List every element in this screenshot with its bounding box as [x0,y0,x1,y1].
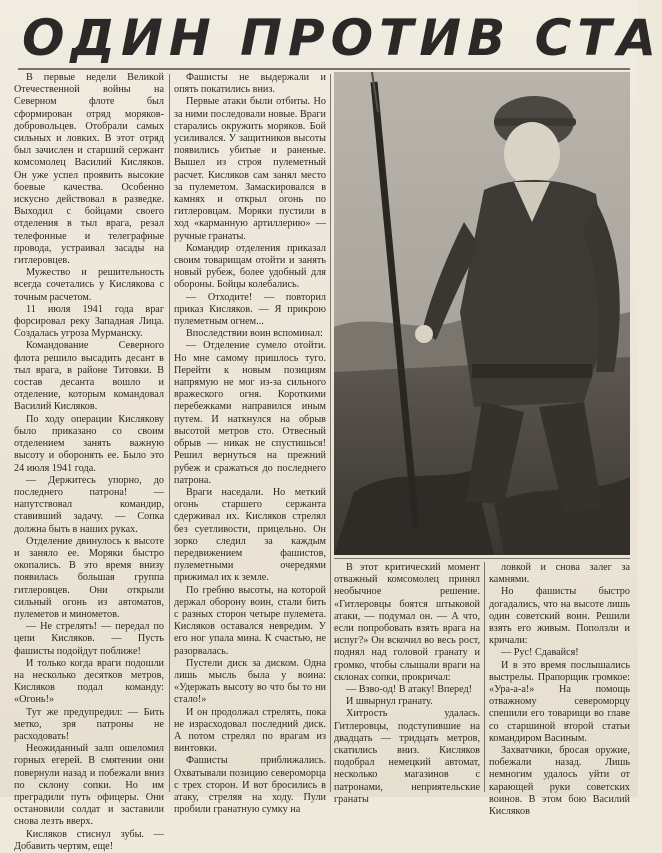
paragraph: Враги наседали. Но меткий огонь старшего сержанта сдерживал их. Кисляков стрелял без суетливости, прицельно. Он зорко следил за каждым передвижением фашистов, пулеметными очередями прижимал их к земле. [174,486,326,584]
paragraph: ловкой и снова залег за камнями. [489,562,630,586]
paragraph: — Рус! Сдавайся! [501,647,579,659]
paragraph: И швырнул гранату. [346,696,433,708]
paragraph: В первые недели Великой Отечественной войны на Северном флоте был сформирован отряд моряков-добровольцев. Отобрали самых сильных и ловких. В этот отряд был зачислен и старший сержант комсомолец Василий Кисляков. Он уже успел проявить высокие боевые качества. Особенно искусно действовал в разведке. Выходил с бойцами своего отделения в тыл врага, резал телефонные и телеграфные провода, устраивал засады на гитлеровцев. [14,72,164,267]
paragraph: Захватчики, бросая оружие, побежали назад. Лишь немногим удалось уйти от карающей руки советских воинов. В этом бою Василий Кисляков [489,745,630,818]
article-column-3 [334,562,480,805]
paragraph: — Держитесь упорно, до последнего патрона! — напутствовал командир, ставивший задачу. — Сопка должна быть в наших руках. [14,474,164,535]
article-column-4 [489,562,630,818]
paragraph: Мужество и решительность всегда сочетались у Кислякова с точным расчетом. [14,267,164,303]
paragraph: Фашисты не выдержали и опять покатились вниз. [174,72,326,96]
paragraph: Но фашисты быстро догадались, что на высоте лишь один советский воин. Решили взять его живым. Поползли и кричали: [489,586,630,647]
sailor-photo [334,72,630,555]
paragraph: Хитрость удалась. Гитлеровцы, подступившие на двадцать — тридцать метров, скатились вниз. Кисляков подобрал немецкий автомат, несколько магазинов с патронами, неприятельские гранаты [334,708,480,805]
article-column-1 [14,72,164,852]
headline-rule [18,68,630,70]
paragraph: — Не стрелять! — передал по цепи Кисляков. — Пусть фашисты подойдут поближе! [14,621,164,657]
column-rule [484,562,485,792]
paragraph: И он продолжал стрелять, пока не израсходовал последний диск. А потом стрелял по врагам из винтовки. [174,706,326,755]
paragraph: Неожиданный залп ошеломил горных егерей. В смятении они повернули назад и побежали вниз по склону сопки. Но им преградили путь офицеры. Они остановили солдат и заставили снова лезть вверх. [14,743,164,828]
headline: ОДИН ПРОТИВ СТА [22,9,662,67]
sailor-with-rifle-image [334,72,630,555]
paragraph: 11 июля 1941 года враг форсировал реку Западная Лица. Создалась угроза Мурманску. [14,303,164,340]
paragraph: — Отходите! — повторил приказ Кисляков. — Я прикрою пулеметным огнем... [174,291,326,328]
paragraph: И только когда враги подошли на несколько десятков метров, Кисляков подал команду: «Огонь!» [14,657,164,706]
paragraph: Командир отделения приказал своим товарищам отойти и занять новый рубеж, более удобный для обороны. Бойцы колебались. [174,242,326,291]
paragraph: По ходу операции Кислякову было приказано со своим отделением занять важную высоту и оборонять ее. Было это 24 июля 1941 года. [14,413,164,474]
paragraph: Пустели диск за диском. Одна лишь мысль была у воина: «Удержать высоту во что бы то ни стало!» [174,657,326,706]
paragraph: Фашисты приближались. Охватывали позицию североморца с трех сторон. И вот бросились в атаку, стреляя на ходу. Пули пробили гранатную сумку на [174,755,326,816]
paragraph: — Отделение сумело отойти. Но мне самому пришлось туго. Перейти к новым позициям напрямую не мог из-за сильного вражеского огня. Короткими перебежками направился иным путем. И наткнулся на обрыв высотой метров сто. Отвесный обрыв — никак не спустишься! Решил вернуться на прежний рубеж и сражаться до последнего патрона. [174,340,326,486]
paragraph: И в это время послышались выстрелы. Прапорщик громкое: «Ура-а-а!» На помощь отважному североморцу спешили его товарищи во главе со старшиной второй статьи командиром Васиным. [489,659,630,744]
column-rule [169,74,170,792]
paragraph: — Взво-од! В атаку! Вперед! [346,684,473,696]
photo-bottom-rule [334,558,630,559]
paragraph: Первые атаки были отбиты. Но за ними последовали новые. Враги старались окружить моряков. Бой усиливался. У защитников высоты появились убитые и раненые. Вышел из строя пулеметный расчет. Кисляков сам занял место за пулеметом. Замаскировался в камнях и открыл огонь по гитлеровцам. Моряки пустили в ход «карманную артиллерию» — ручные гранаты. [174,96,326,242]
paragraph: Отделение двинулось к высоте и заняло ее. Моряки быстро окопались. В это время внизу появилась большая группа гитлеровцев. Они открыли сильный огонь из автоматов, пулеметов и минометов. [14,535,164,620]
article-column-2 [174,72,326,816]
paragraph: По гребню высоты, на которой держал оборону воин, стали бить с разных сторон четыре пулемета. Кисляков оставался невредим. У его ног упала мина. К счастью, не разорвалась. [174,584,326,657]
paragraph: Тут же предупредил: — Бить метко, зря патроны не расходовать! [14,706,164,742]
column-rule [330,74,331,792]
paragraph: Командование Северного флота решило высадить десант в тыл врага, в районе Титовки. В состав десанта вошло и отделение, которым командовал Василий Кисляков. [14,340,164,413]
paragraph: В этот критический момент отважный комсомолец принял необычное решение. «Гитлеровцы боятся штыковой атаки, — подумал он. — А что, если попробовать взять врага на испуг?» Он вскочил во весь рост, поднял над головой гранату и громко, чтобы слышали враги на склонах сопки, прокричал: [334,562,480,683]
paragraph: Впоследствии воин вспоминал: [186,328,323,340]
paragraph: Кисляков стиснул зубы. — Добавить чертям, еще! [14,828,164,852]
